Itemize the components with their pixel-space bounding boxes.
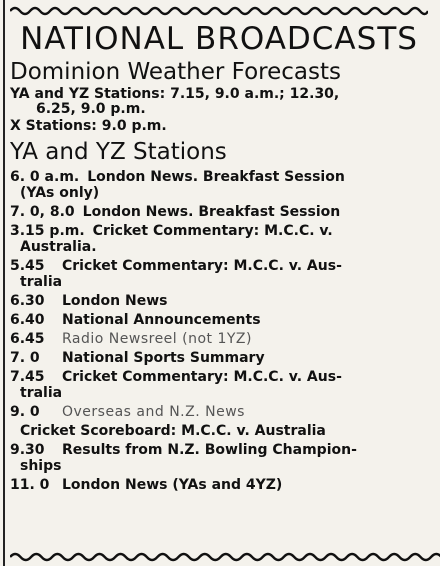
entry-time: 9. 0 xyxy=(10,404,40,421)
entry-text: National Sports Summary xyxy=(62,350,265,367)
entry-time: 7. 0, 8.0 xyxy=(10,204,75,221)
entry-time: 11. 0 xyxy=(10,477,50,494)
entry-time: 6.45 xyxy=(10,331,45,348)
entry-time: 6.30 xyxy=(10,293,45,310)
weather-heading: Dominion Weather Forecasts xyxy=(10,58,341,85)
schedule-entry xyxy=(10,293,428,309)
left-border-rule xyxy=(3,0,5,566)
entry-text: Results from N.Z. Bowling Champion- xyxy=(62,442,357,459)
schedule-entry xyxy=(10,312,428,328)
entry-text: National Announcements xyxy=(62,312,261,329)
schedule-entry xyxy=(10,369,428,401)
entry-cont: ships xyxy=(20,458,62,475)
entry-text: Cricket Commentary: M.C.C. v. Aus- xyxy=(62,369,342,386)
weather-line-yz-text: YA and YZ Stations: 7.15, 9.0 a.m.; 12.30, xyxy=(10,85,340,102)
entry-time: 6. 0 a.m. xyxy=(10,169,80,186)
weather-line-yz-cont: 6.25, 9.0 p.m. xyxy=(36,100,146,117)
page-title: NATIONAL BROADCASTS xyxy=(20,21,418,57)
entry-cont: Australia. xyxy=(20,239,97,256)
schedule-entry xyxy=(10,223,428,255)
entry-text: Overseas and N.Z. News xyxy=(62,404,245,421)
entry-time: 7. 0 xyxy=(10,350,40,367)
entry-text: London News. Breakfast Session xyxy=(87,169,345,186)
entry-text: Cricket Scoreboard: M.C.C. v. Australia xyxy=(20,423,326,440)
entry-cont: tralia xyxy=(20,274,63,291)
stations-heading: YA and YZ Stations xyxy=(10,138,227,165)
schedule-entry xyxy=(10,423,428,439)
entry-time: 7.45 xyxy=(10,369,45,386)
entry-cont: (YAs only) xyxy=(20,185,100,202)
entry-time: 5.45 xyxy=(10,258,45,275)
entry-text: Cricket Commentary: M.C.C. v. xyxy=(92,223,333,240)
schedule-entry xyxy=(10,404,428,420)
schedule-entry xyxy=(10,442,428,474)
entry-text: London News xyxy=(62,293,168,310)
weather-line-yz xyxy=(10,87,428,117)
entry-text: London News. Breakfast Session xyxy=(82,204,341,221)
entry-time: 3.15 p.m. xyxy=(10,223,85,240)
schedule-entry xyxy=(10,477,428,493)
schedule-entry xyxy=(10,204,428,220)
entry-time: 6.40 xyxy=(10,312,45,329)
entry-text: London News (YAs and 4YZ) xyxy=(62,477,283,494)
schedule-entry xyxy=(10,331,428,347)
entry-text: Cricket Commentary: M.C.C. v. Aus- xyxy=(62,258,342,275)
entry-time: 9.30 xyxy=(10,442,45,459)
entry-text: Radio Newsreel (not 1YZ) xyxy=(62,331,252,348)
entry-cont: tralia xyxy=(20,385,63,402)
schedule-entry xyxy=(10,169,428,201)
schedule-entry xyxy=(10,350,428,366)
schedule-list xyxy=(10,169,428,493)
bottom-wavy-divider xyxy=(10,550,440,564)
weather-line-x: X Stations: 9.0 p.m. xyxy=(10,117,167,134)
schedule-entry xyxy=(10,258,428,290)
top-wavy-divider xyxy=(10,4,428,18)
